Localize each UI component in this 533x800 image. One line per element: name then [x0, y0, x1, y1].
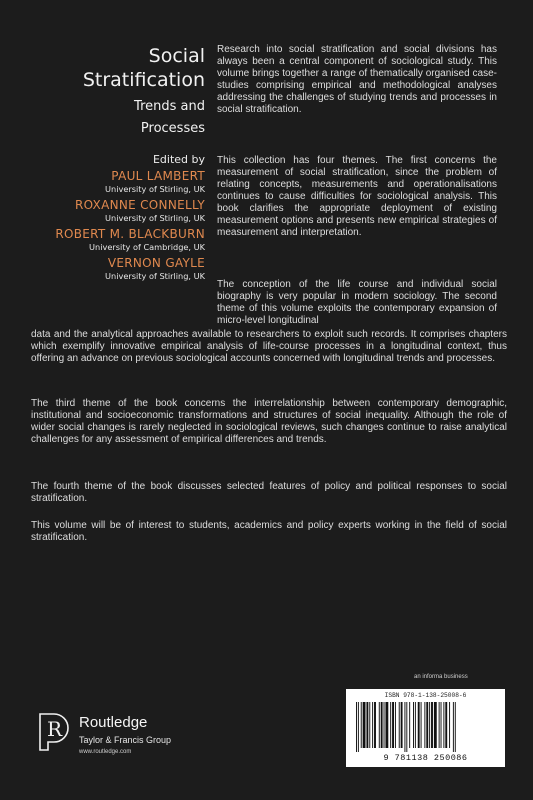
blurb-paragraph-2: This collection has four themes. The first concerns the measurement of social stratification, since the problem of relating concepts, measurements and operationalisations continues to cause difficulties for sociological analysis. This book clarifies the appropriate deployment of existing measurement options and presents new empirical strategies of measurement and interpretation.: [217, 155, 497, 238]
barcode-bar: [443, 702, 444, 748]
book-title-line-1: Social: [148, 45, 205, 67]
barcode-bars: [356, 702, 495, 752]
book-title-line-2: Stratification: [82, 69, 205, 91]
barcode-bar: [439, 702, 440, 748]
barcode-bar: [392, 702, 394, 748]
barcode-bar: [361, 702, 362, 748]
blurb-paragraph-6: This volume will be of interest to students, academics and policy experts working in the field of social stratification.: [31, 520, 507, 543]
barcode-bar: [399, 702, 400, 748]
barcode-bar: [418, 702, 420, 748]
blurb-paragraph-1: Research into social stratification and social divisions has always been a central component of sociological study. This volume brings together a range of thematically organised case-studies comprising empirical and methodological analyses addressing the challenges of studying trends and processes in social stratification.: [217, 44, 497, 115]
editor-affiliation: University of Cambridge, UK: [89, 242, 205, 252]
barcode-bar: [415, 702, 416, 748]
editor-entry: [55, 198, 205, 223]
barcode-bar: [356, 702, 357, 752]
barcode: [346, 689, 505, 767]
barcode-bar: [374, 702, 376, 748]
barcode-bar: [455, 702, 456, 752]
editor-name: ROBERT M. BLACKBURN: [55, 227, 205, 241]
barcode-bar: [384, 702, 385, 748]
editor-name: ROXANNE CONNELLY: [74, 198, 205, 212]
editor-entry: [55, 227, 205, 252]
barcode-bar: [372, 702, 373, 748]
barcode-number: 9 781138 250086: [383, 753, 468, 763]
barcode-bar: [449, 702, 450, 748]
title-block: [83, 44, 205, 140]
barcode-bar: [431, 702, 433, 748]
barcode-bar: [369, 702, 370, 748]
barcode-bar: [381, 702, 383, 748]
barcode-bar: [424, 702, 425, 748]
barcode-bar: [413, 702, 414, 748]
blurb-paragraph-3-part-2: data and the analytical approaches available to researchers to exploit such records. It comprises chapters which exemplify innovative empirical analysis of life-course processes in a longitudinal context, thus offering an advance on previous sociological accounts concerned with longitudinal trends and processes.: [31, 329, 507, 364]
barcode-bar: [401, 702, 403, 748]
editor-affiliation: University of Stirling, UK: [105, 184, 205, 194]
editor-affiliation: University of Stirling, UK: [105, 271, 205, 281]
barcode-bar: [363, 702, 366, 748]
barcode-bar: [379, 702, 380, 748]
publisher-name: Routledge: [79, 714, 148, 731]
barcode-bar: [406, 702, 407, 752]
isbn-label: ISBN 978-1-138-25008-6: [384, 692, 467, 699]
barcode-bar: [445, 702, 447, 748]
barcode-bar: [404, 702, 405, 752]
barcode-bar: [426, 702, 428, 748]
publisher-url: www.routledge.com: [79, 749, 132, 755]
publisher-logo: [38, 712, 238, 772]
book-subtitle-line-2: Processes: [140, 121, 205, 136]
barcode-bar: [395, 702, 396, 748]
logo-letter: R: [47, 717, 63, 741]
editors-block: [55, 152, 205, 285]
barcode-bar: [421, 702, 422, 748]
editor-entry: [55, 256, 205, 281]
barcode-bar: [385, 702, 388, 748]
barcode-bar: [429, 702, 430, 748]
editor-name: VERNON GAYLE: [107, 256, 205, 270]
editor-entry: [55, 169, 205, 194]
editor-affiliation: University of Stirling, UK: [105, 213, 205, 223]
barcode-bar: [390, 702, 391, 748]
routledge-logo-icon: [38, 712, 72, 752]
publisher-group: Taylor & Francis Group: [79, 735, 172, 745]
barcode-bar: [409, 702, 410, 748]
barcode-bar: [358, 702, 359, 752]
barcode-bar: [434, 702, 437, 748]
informa-tagline: an informa business: [414, 674, 468, 680]
blurb-paragraph-4: The third theme of the book concerns the interrelationship between contemporary demographic, institutional and socioeconomic transformations and structures of social inequality. Although the role of wider social changes is rarely neglected in sociological reviews, such changes continue to raise analytical challenges for any assessment of empirical differences and trends.: [31, 398, 507, 445]
barcode-bar: [441, 702, 442, 748]
barcode-bar: [366, 702, 368, 748]
edited-by-label: Edited by: [152, 153, 205, 166]
editor-name: PAUL LAMBERT: [111, 169, 205, 183]
book-subtitle-line-1: Trends and: [134, 99, 205, 114]
blurb-paragraph-3-part-1: The conception of the life course and individual social biography is very popular in modern sociology. The second theme of this volume exploits the contemporary expansion of micro-level longitudinal: [217, 279, 497, 326]
blurb-paragraph-5: The fourth theme of the book discusses selected features of policy and political responses to social stratification.: [31, 481, 507, 504]
barcode-bar: [453, 702, 454, 752]
